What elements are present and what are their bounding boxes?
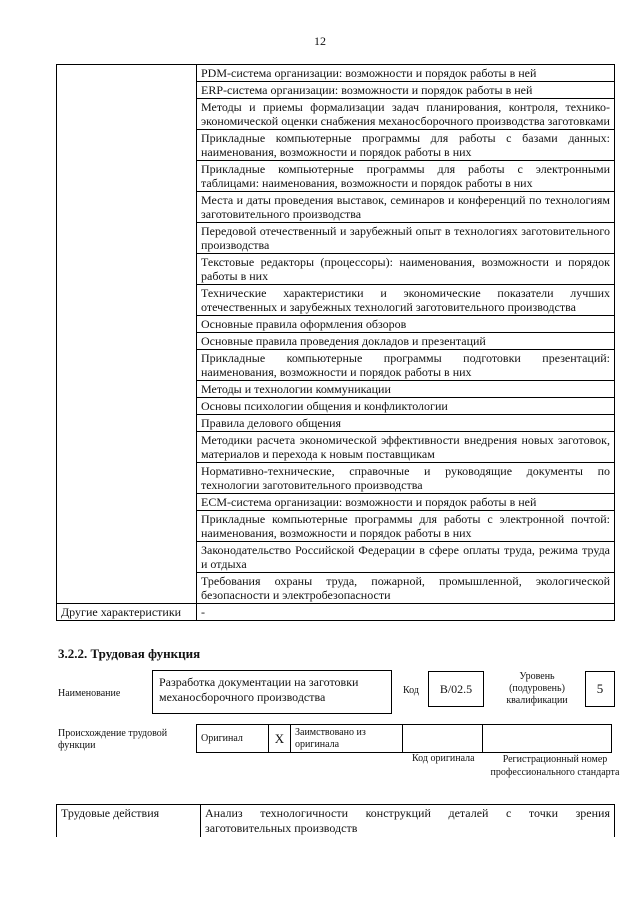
function-origin-table: [196, 724, 612, 753]
qualification-level-label: Уровень (подуровень) квалификации: [506, 671, 568, 706]
required-knowledge-table: [56, 64, 615, 621]
labor-actions-label: Трудовые действия: [57, 805, 201, 838]
knowledge-item: Законодательство Российской Федерации в сфере оплаты труда, режима труда и отдыха: [197, 542, 615, 573]
function-name-value: Разработка документации на заготовки механосборочного производства: [152, 670, 392, 714]
knowledge-item: Прикладные компьютерные программы для работы с электронной почтой: наименования, возможности и порядок работы в них: [197, 511, 615, 542]
reg-number-label: Регистрационный номер профессионального стандарта: [490, 754, 620, 778]
knowledge-item: Места и даты проведения выставок, семинаров и конференций по технологиям заготовительного производства: [197, 192, 615, 223]
knowledge-item: Прикладные компьютерные программы для работы с электронными таблицами: наименования, возможности и порядок работы в них: [197, 161, 615, 192]
knowledge-row: [57, 82, 615, 99]
knowledge-item: ECM-система организации: возможности и порядок работы в ней: [197, 494, 615, 511]
knowledge-row: [57, 192, 615, 223]
knowledge-item: Основные правила оформления обзоров: [197, 316, 615, 333]
labor-actions-row: [57, 805, 615, 838]
reg-number-cell: [483, 725, 612, 753]
knowledge-row: [57, 65, 615, 82]
knowledge-row: [57, 161, 615, 192]
knowledge-item: Методики расчета экономической эффективности внедрения новых заготовок, материалов и перехода к новым поставщикам: [197, 432, 615, 463]
knowledge-row: [57, 285, 615, 316]
function-code-value: B/02.5: [428, 671, 484, 707]
knowledge-row: [57, 542, 615, 573]
labor-actions-table: [56, 804, 615, 837]
function-code-label: Код: [403, 685, 419, 696]
knowledge-row: [57, 463, 615, 494]
knowledge-row: [57, 494, 615, 511]
knowledge-row: [57, 511, 615, 542]
code-original-label: Код оригинала: [412, 753, 475, 764]
knowledge-row: [57, 223, 615, 254]
knowledge-row: [57, 415, 615, 432]
qualification-level-value: 5: [585, 671, 615, 707]
knowledge-row: [57, 573, 615, 604]
other-characteristics-row: [57, 604, 615, 621]
original-mark: X: [269, 725, 291, 753]
knowledge-item: Методы и приемы формализации задач планирования, контроля, технико-экономической оценки снабжения механосборочного производства заготовками: [197, 99, 615, 130]
knowledge-row: [57, 333, 615, 350]
knowledge-item: Основные правила проведения докладов и презентаций: [197, 333, 615, 350]
other-characteristics-label: Другие характеристики: [57, 604, 197, 621]
function-name-label: Наименование: [58, 688, 121, 699]
knowledge-item: Текстовые редакторы (процессоры): наименования, возможности и порядок работы в них: [197, 254, 615, 285]
knowledge-item: Основы психологии общения и конфликтологии: [197, 398, 615, 415]
borrowed-label: Заимствовано из оригинала: [291, 725, 403, 753]
knowledge-row: [57, 99, 615, 130]
knowledge-item: Требования охраны труда, пожарной, промышленной, экологической безопасности и электробезопасности: [197, 573, 615, 604]
knowledge-row: [57, 130, 615, 161]
knowledge-label-cell: [57, 65, 197, 82]
knowledge-item: Технические характеристики и экономические показатели лучших отечественных и зарубежных технологий заготовительного производства: [197, 285, 615, 316]
knowledge-item: Нормативно-технические, справочные и руководящие документы по технологии заготовительного производства: [197, 463, 615, 494]
knowledge-item: Прикладные компьютерные программы подготовки презентаций: наименования, возможности и порядок работы в них: [197, 350, 615, 381]
knowledge-item: ERP-система организации: возможности и порядок работы в ней: [197, 82, 615, 99]
original-label: Оригинал: [197, 725, 269, 753]
knowledge-item: PDM-система организации: возможности и порядок работы в ней: [197, 65, 615, 82]
knowledge-item: Правила делового общения: [197, 415, 615, 432]
section-heading: 3.2.2. Трудовая функция: [58, 646, 201, 661]
function-origin-label: Происхождение трудовой функции: [58, 728, 168, 751]
other-characteristics-value: -: [197, 604, 615, 621]
knowledge-row: [57, 398, 615, 415]
knowledge-row: [57, 432, 615, 463]
knowledge-item: Методы и технологии коммуникации: [197, 381, 615, 398]
page-number: 12: [314, 34, 326, 48]
knowledge-row: [57, 350, 615, 381]
knowledge-row: [57, 381, 615, 398]
knowledge-item: Прикладные компьютерные программы для работы с базами данных: наименования, возможности и порядок работы в них: [197, 130, 615, 161]
labor-action-item: Анализ технологичности конструкций деталей с точки зрения заготовительных производств: [201, 805, 615, 838]
knowledge-row: [57, 254, 615, 285]
code-original-cell: [403, 725, 483, 753]
knowledge-item: Передовой отечественный и зарубежный опыт в технологиях заготовительного производства: [197, 223, 615, 254]
knowledge-row: [57, 316, 615, 333]
